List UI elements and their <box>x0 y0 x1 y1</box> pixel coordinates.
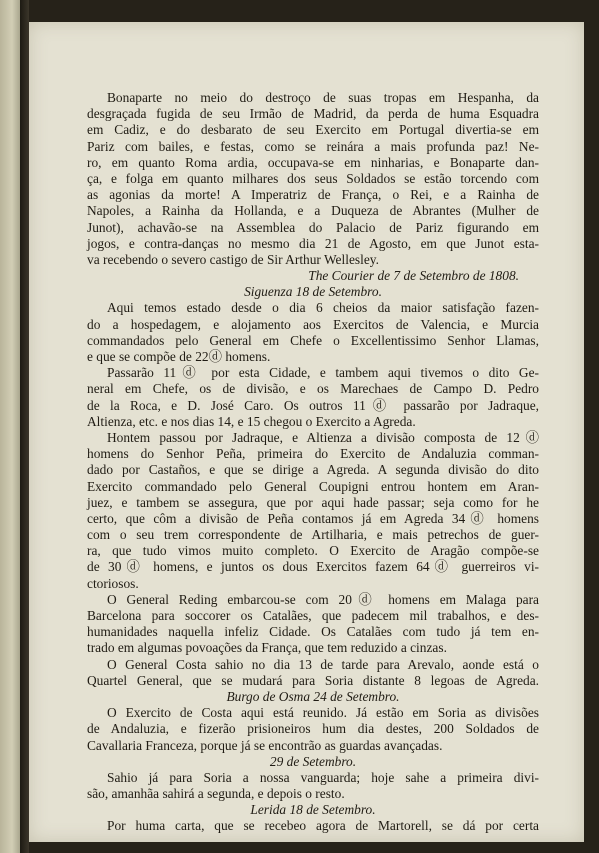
page-sheet <box>29 22 584 842</box>
text-line: Aqui temos estado desde o dia 6 cheios da maior satisfação fazen- <box>107 300 539 316</box>
text-line: dado por Castaños, e que se dirige a Agreda. A segunda divisão do dito <box>87 462 539 478</box>
section-heading: Burgo de Osma 24 de Setembro. <box>226 688 400 704</box>
text-line: trado em algumas povoações da França, que tem reduzido a cinzas. <box>87 640 447 656</box>
text-line: Cavallaria Franceza, porque já se encontrão as guardas avançadas. <box>87 737 443 753</box>
text-line: desgraçada fugida de seu Irmão de Madrid, da perda de huma Esquadra <box>87 106 539 122</box>
text-line: Exercito commandado pelo General Coupigni entrou hontem em Aran- <box>87 478 539 494</box>
text-line: Junot), achavão-se na Assemblea do Palacio de Pariz figurando em <box>87 219 539 235</box>
text-line: Altienza, etc. e nos dias 14, e 15 chegou o Exercito a Agreda. <box>87 413 416 429</box>
text-line: juez, e tambem se assegura, que por aqui hade passar; seja como for he <box>87 494 539 510</box>
text-line: certo, que côm a divisão de Peña contamos já em Agreda 34ⓓ homens <box>87 510 539 526</box>
text-line: Napoles, a Rainha da Hollanda, e a Duqueza de Abrantes (Mulher de <box>87 203 539 219</box>
section-heading: The Courier de 7 de Setembro de 1808. <box>308 268 519 284</box>
text-line: O Exercito de Costa aqui está reunido. Já estão em Soria as divisões <box>107 705 539 721</box>
text-line: ro, em quanto Roma ardia, occupava-se em ninharias, e Bonaparte dan- <box>87 154 539 170</box>
text-line: commandados pelo General em Chefe o Excellentissimo Senhor Llamas, <box>87 332 539 348</box>
text-line: Passarão 11ⓓ por esta Cidade, e tambem aqui tivemos o dito Ge- <box>107 365 539 381</box>
text-line: Bonaparte no meio do destroço de suas tropas em Hespanha, da <box>107 90 539 105</box>
page-gutter-shadow <box>20 0 29 853</box>
page-text-block <box>87 90 539 835</box>
text-line: Sahio já para Soria a nossa vanguarda; hoje sahe a primeira divi- <box>107 769 539 785</box>
section-heading: Lerida 18 de Setembro. <box>250 802 376 818</box>
text-line: Hontem passou por Jadraque, e Altienza a divisão composta de 12ⓓ <box>107 429 539 445</box>
text-line: neral em Chefe, os de divisão, e os Marechaes de Campo D. Pedro <box>87 381 539 397</box>
text-line: ça, e folga em quanto milhares dos seus Soldados se estão torcendo com <box>87 170 539 186</box>
text-line: de la Roca, e D. José Caro. Os outros 11ⓓ passarão por Jadraque, <box>87 397 539 413</box>
text-line: com o seu trem correspondente de Artilharia, e mais petrechos de guer- <box>87 527 539 543</box>
text-line: O General Costa sahio no dia 13 de tarde para Arevalo, aonde está o <box>107 656 539 672</box>
text-line: ra, que tudo vimos muito completo. O Exercito de Aragão compõe-se <box>87 543 539 559</box>
text-line: va recebendo o severo castigo de Sir Arthur Wellesley. <box>87 251 379 267</box>
text-line: são, amanhãa sahirá a segunda, e depois o resto. <box>87 786 345 802</box>
text-line: e que se compõe de 22ⓓ homens. <box>87 349 271 364</box>
text-line: em Cadiz, e do desbarato de seu Exercito em Portugal divertia-se em <box>87 122 539 138</box>
text-line: as agonias da morte! A Imperatriz de França, o Rei, e a Rainha de <box>87 187 539 203</box>
text-line: Barcelona para soccorer os Catalães, que padecem mil trabalhos, e des- <box>87 608 539 623</box>
text-line: jogos, e contra-danças no mesmo dia 21 de Agosto, em que Junot esta- <box>87 235 539 251</box>
text-line: Pariz com bailes, e festas, como se reinára a mais profunda paz! Ne- <box>87 138 539 154</box>
text-line: do a hospedagem, e alojamento aos Exercitos de Valencia, e Murcia <box>87 316 539 332</box>
text-line: O General Reding embarcou-se com 20ⓓ homens em Malaga para <box>107 591 539 607</box>
text-line: Quartel General, que se mudará para Soria distante 8 legoas de Agreda. <box>87 672 539 688</box>
section-heading: 29 de Setembro. <box>269 753 357 769</box>
text-line: homens do Senhor Peña, primeira do Exercito de Andaluzia comman- <box>87 446 539 462</box>
text-line: de Andaluzia, e fizerão prisioneiros hum dia destes, 200 Soldados de <box>87 721 539 737</box>
text-line: ctoriosos. <box>87 575 139 591</box>
text-line: de 30ⓓ homens, e juntos os dous Exercitos fazem 64ⓓ guerreiros vi- <box>87 559 539 575</box>
text-line: Por huma carta, que se recebeo agora de Martorell, se dá por certa <box>107 818 539 834</box>
text-line: humanidades naquella infeliz Cidade. Os Catalães com tudo já tem en- <box>87 624 539 640</box>
book-spine <box>0 0 20 853</box>
section-heading: Siguenza 18 de Setembro. <box>244 284 382 300</box>
